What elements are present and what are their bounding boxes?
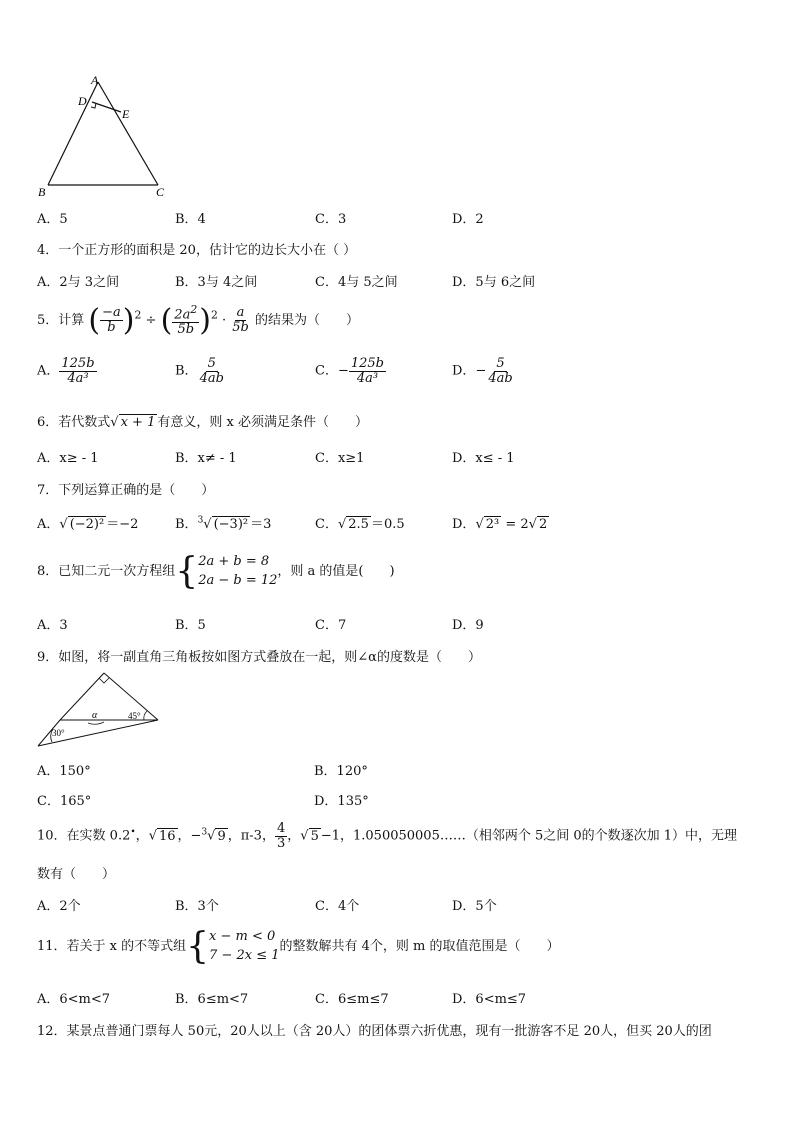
q8-option-b: B．5 (175, 618, 206, 633)
triangle-figure (30, 72, 180, 202)
q8-option-a: A．3 (37, 618, 68, 633)
label-c: C (156, 185, 165, 199)
q4-option-b: B．3与 4之间 (175, 275, 258, 290)
q7-option-c: C．√ 2.5 ＝0.5 (315, 517, 405, 532)
q10-option-c: C．4个 (315, 899, 360, 914)
q6-radicand: x + 1 (120, 415, 156, 430)
q5-frac-2: $\frac{2a^2}{5b}$ (174, 303, 198, 338)
q6-option-c: C．x≥1 (315, 451, 365, 466)
q11-option-b: B．6≤m<7 (175, 992, 249, 1007)
q8-option-c: C．7 (315, 618, 347, 633)
q6-option-b: B．x≠ - 1 (175, 451, 237, 466)
q5-frac-1: $\frac{-a}{b}$ (102, 305, 121, 335)
q5-option-b: B． $\frac{5}{4ab}$ (175, 356, 224, 386)
q4-option-a: A．2与 3之间 (37, 275, 120, 290)
q11-option-a: A．6<m<7 (37, 992, 111, 1007)
q5-option-d: D．− $\frac{5}{4ab}$ (452, 356, 513, 386)
q6-option-a: A．x≥ - 1 (37, 451, 99, 466)
q5-frac-3: $\frac{a}{5b}$ (232, 305, 249, 335)
q9-stem: 9．如图，将一副直角三角板按如图方式叠放在一起，则∠α的度数是（ ） (37, 650, 481, 665)
q11-option-c: C．6≤m≤7 (315, 992, 389, 1007)
q9-option-d: D．135° (314, 794, 369, 809)
q5-suffix: 的结果为（ ） (254, 313, 359, 328)
q4-option-d: D．5与 6之间 (452, 275, 536, 290)
q6-option-d: D．x≤ - 1 (452, 451, 515, 466)
label-a: A (91, 73, 99, 87)
q7-stem: 7．下列运算正确的是（ ） (37, 483, 215, 498)
q3-option-d: D．2 (452, 212, 484, 227)
set-square-figure (36, 670, 166, 750)
q8-system: 2a + b = 8 2a − b = 12 (198, 553, 278, 588)
q7-option-a: A．√ (−2)² ＝−2 (37, 517, 139, 532)
q9-option-c: C．165° (37, 794, 92, 809)
label-d: D (78, 94, 87, 108)
q8-option-d: D．9 (452, 618, 484, 633)
q5-option-c: C．− $\frac{125b}{\text{4a³}}$ (315, 356, 384, 386)
q7-option-b: B．$^3$√ (−3)² ＝3 (175, 515, 272, 532)
q10-option-a: A．2个 (37, 899, 81, 914)
q12-stem: 12．某景点普通门票每人 50元，20人以上（含 20人）的团体票六折优惠，现有一批游客不足 20人，但买 20人的团 (37, 1024, 712, 1039)
q5-stem: 5．计算 ( $\frac{-a}{b}$ )$^2$ ÷ ( $\frac{2a^2}{5b}$ )$^2$ · $\frac{a}{5b}$ 的结果为（ ） (37, 303, 359, 338)
q11-system: x − m < 0 7 − 2x ≤ 1 (209, 928, 280, 963)
angle-30-label: 30° (52, 728, 65, 738)
q9-option-a: A．150° (37, 764, 91, 779)
q4-stem: 4．一个正方形的面积是 20，估计它的边长大小在（ ） (37, 243, 357, 258)
q5-option-a: A． $\frac{125b}{\text{4a³}}$ (37, 356, 95, 386)
q10-stem-line2: 数有（ ） (37, 867, 116, 882)
q7-option-d: D．√ 2³ = 2√ 2 (452, 517, 548, 532)
q3-option-b: B．4 (175, 212, 206, 227)
q6-stem: 6．若代数式√ x + 1 有意义，则 x 必须满足条件（ ） (37, 415, 368, 430)
q11-option-d: D．6<m≤7 (452, 992, 527, 1007)
q10-stem-line1: 10．在实数 0.2•，√ 16 ，−$^3$√ 9 ，π-3， $\frac{4}{3}$ ，√ 5 −1，1.050050005……（相邻两个 5之间 0的个数逐次加 1）中，无理 (37, 821, 738, 851)
q4-option-c: C．4与 5之间 (315, 275, 398, 290)
q5-prefix: 5．计算 (37, 313, 85, 328)
q10-option-d: D．5个 (452, 899, 497, 914)
label-b: B (38, 185, 46, 199)
label-e: E (122, 107, 130, 121)
q9-option-b: B．120° (314, 764, 368, 779)
q3-option-a: A．5 (37, 212, 68, 227)
q10-option-b: B．3个 (175, 899, 219, 914)
q3-option-c: C．3 (315, 212, 347, 227)
alpha-label: α (92, 710, 98, 721)
angle-45-label: 45° (128, 711, 141, 721)
q8-stem: 8．已知二元一次方程组{ 2a + b = 8 2a − b = 12 ，则 a 的值是( ) (37, 551, 395, 592)
q11-stem: 11．若关于 x 的不等式组{ x − m < 0 7 − 2x ≤ 1 的整数解共有 4个，则 m 的取值范围是（ ） (37, 926, 560, 967)
